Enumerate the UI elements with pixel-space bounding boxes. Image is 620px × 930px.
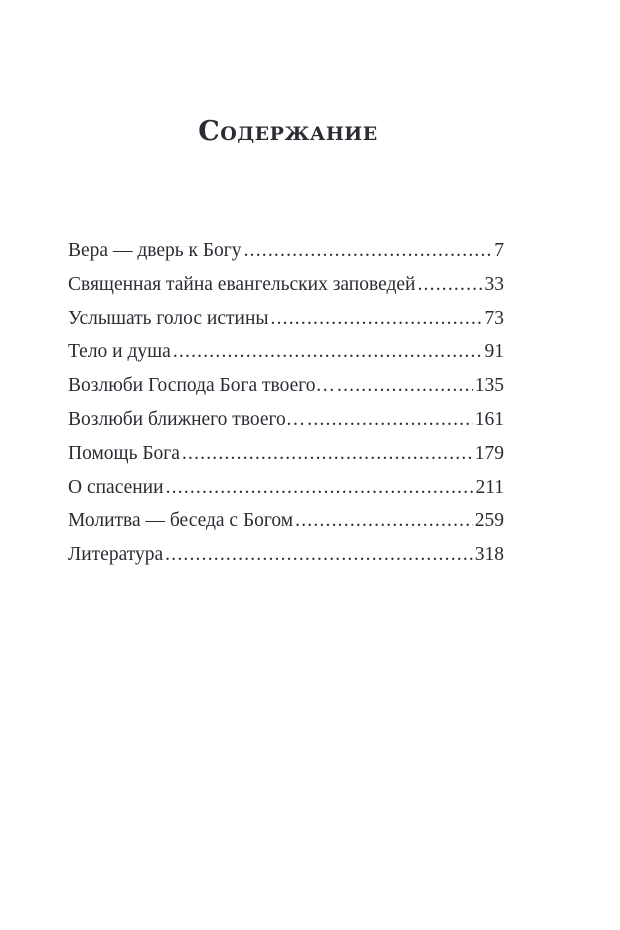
toc-entry-label: Тело и душа <box>68 341 171 363</box>
toc-dot-leader <box>295 504 473 538</box>
toc-entry-molitva[interactable] <box>68 504 504 538</box>
toc-entry-uslyshat-golos[interactable] <box>68 302 504 336</box>
toc-entry-page: 318 <box>474 544 504 566</box>
toc-entry-label: Возлюби ближнего твоего… <box>68 408 306 430</box>
toc-entry-page: 259 <box>474 510 504 532</box>
toc-entry-label: Возлюби Господа Бога твоего… <box>68 375 335 397</box>
toc-entry-label: Услышать голос истины <box>68 307 269 329</box>
toc-entry-o-spasenii[interactable] <box>68 471 504 505</box>
toc-entry-page: 161 <box>474 408 504 430</box>
toc-entry-telo-i-dusha[interactable] <box>68 335 504 369</box>
toc-dot-leader <box>244 234 493 268</box>
toc-entry-page: 91 <box>484 341 504 363</box>
toc-entry-svyashchennaya-tayna[interactable] <box>68 268 504 302</box>
toc-dot-leader <box>166 471 474 505</box>
toc-dot-leader <box>307 403 472 437</box>
toc-entry-vera[interactable] <box>68 234 504 268</box>
toc-dot-leader <box>173 335 483 369</box>
toc-entry-label: Молитва — беседа с Богом <box>68 510 294 532</box>
toc-dot-leader <box>165 538 473 572</box>
toc-entry-page: 211 <box>475 476 504 498</box>
toc-dot-leader <box>417 268 482 302</box>
toc-entry-page: 73 <box>484 307 504 329</box>
toc-dot-leader <box>271 302 483 336</box>
toc-entry-page: 33 <box>484 273 504 295</box>
toc-entry-label: Помощь Бога <box>68 442 180 464</box>
toc-entry-page: 7 <box>494 240 504 261</box>
toc-entry-label: Вера — дверь к Богу <box>68 240 242 261</box>
toc-entry-label: Литература <box>68 544 164 566</box>
toc-dot-leader <box>337 369 473 403</box>
toc-entry-label: Священная тайна евангельских заповедей <box>68 273 416 295</box>
toc-entry-vozlyubi-blizhnego[interactable] <box>68 403 504 437</box>
toc-entry-literatura[interactable] <box>68 538 504 572</box>
page-title: Содержание <box>198 116 378 147</box>
toc-dot-leader <box>182 437 473 471</box>
toc-entry-vozlyubi-gospoda[interactable] <box>68 369 504 403</box>
table-of-contents <box>68 234 504 572</box>
toc-entry-page: 135 <box>474 375 504 397</box>
toc-entry-page: 179 <box>474 442 504 464</box>
toc-entry-pomoshch-boga[interactable] <box>68 437 504 471</box>
toc-entry-label: О спасении <box>68 476 164 498</box>
